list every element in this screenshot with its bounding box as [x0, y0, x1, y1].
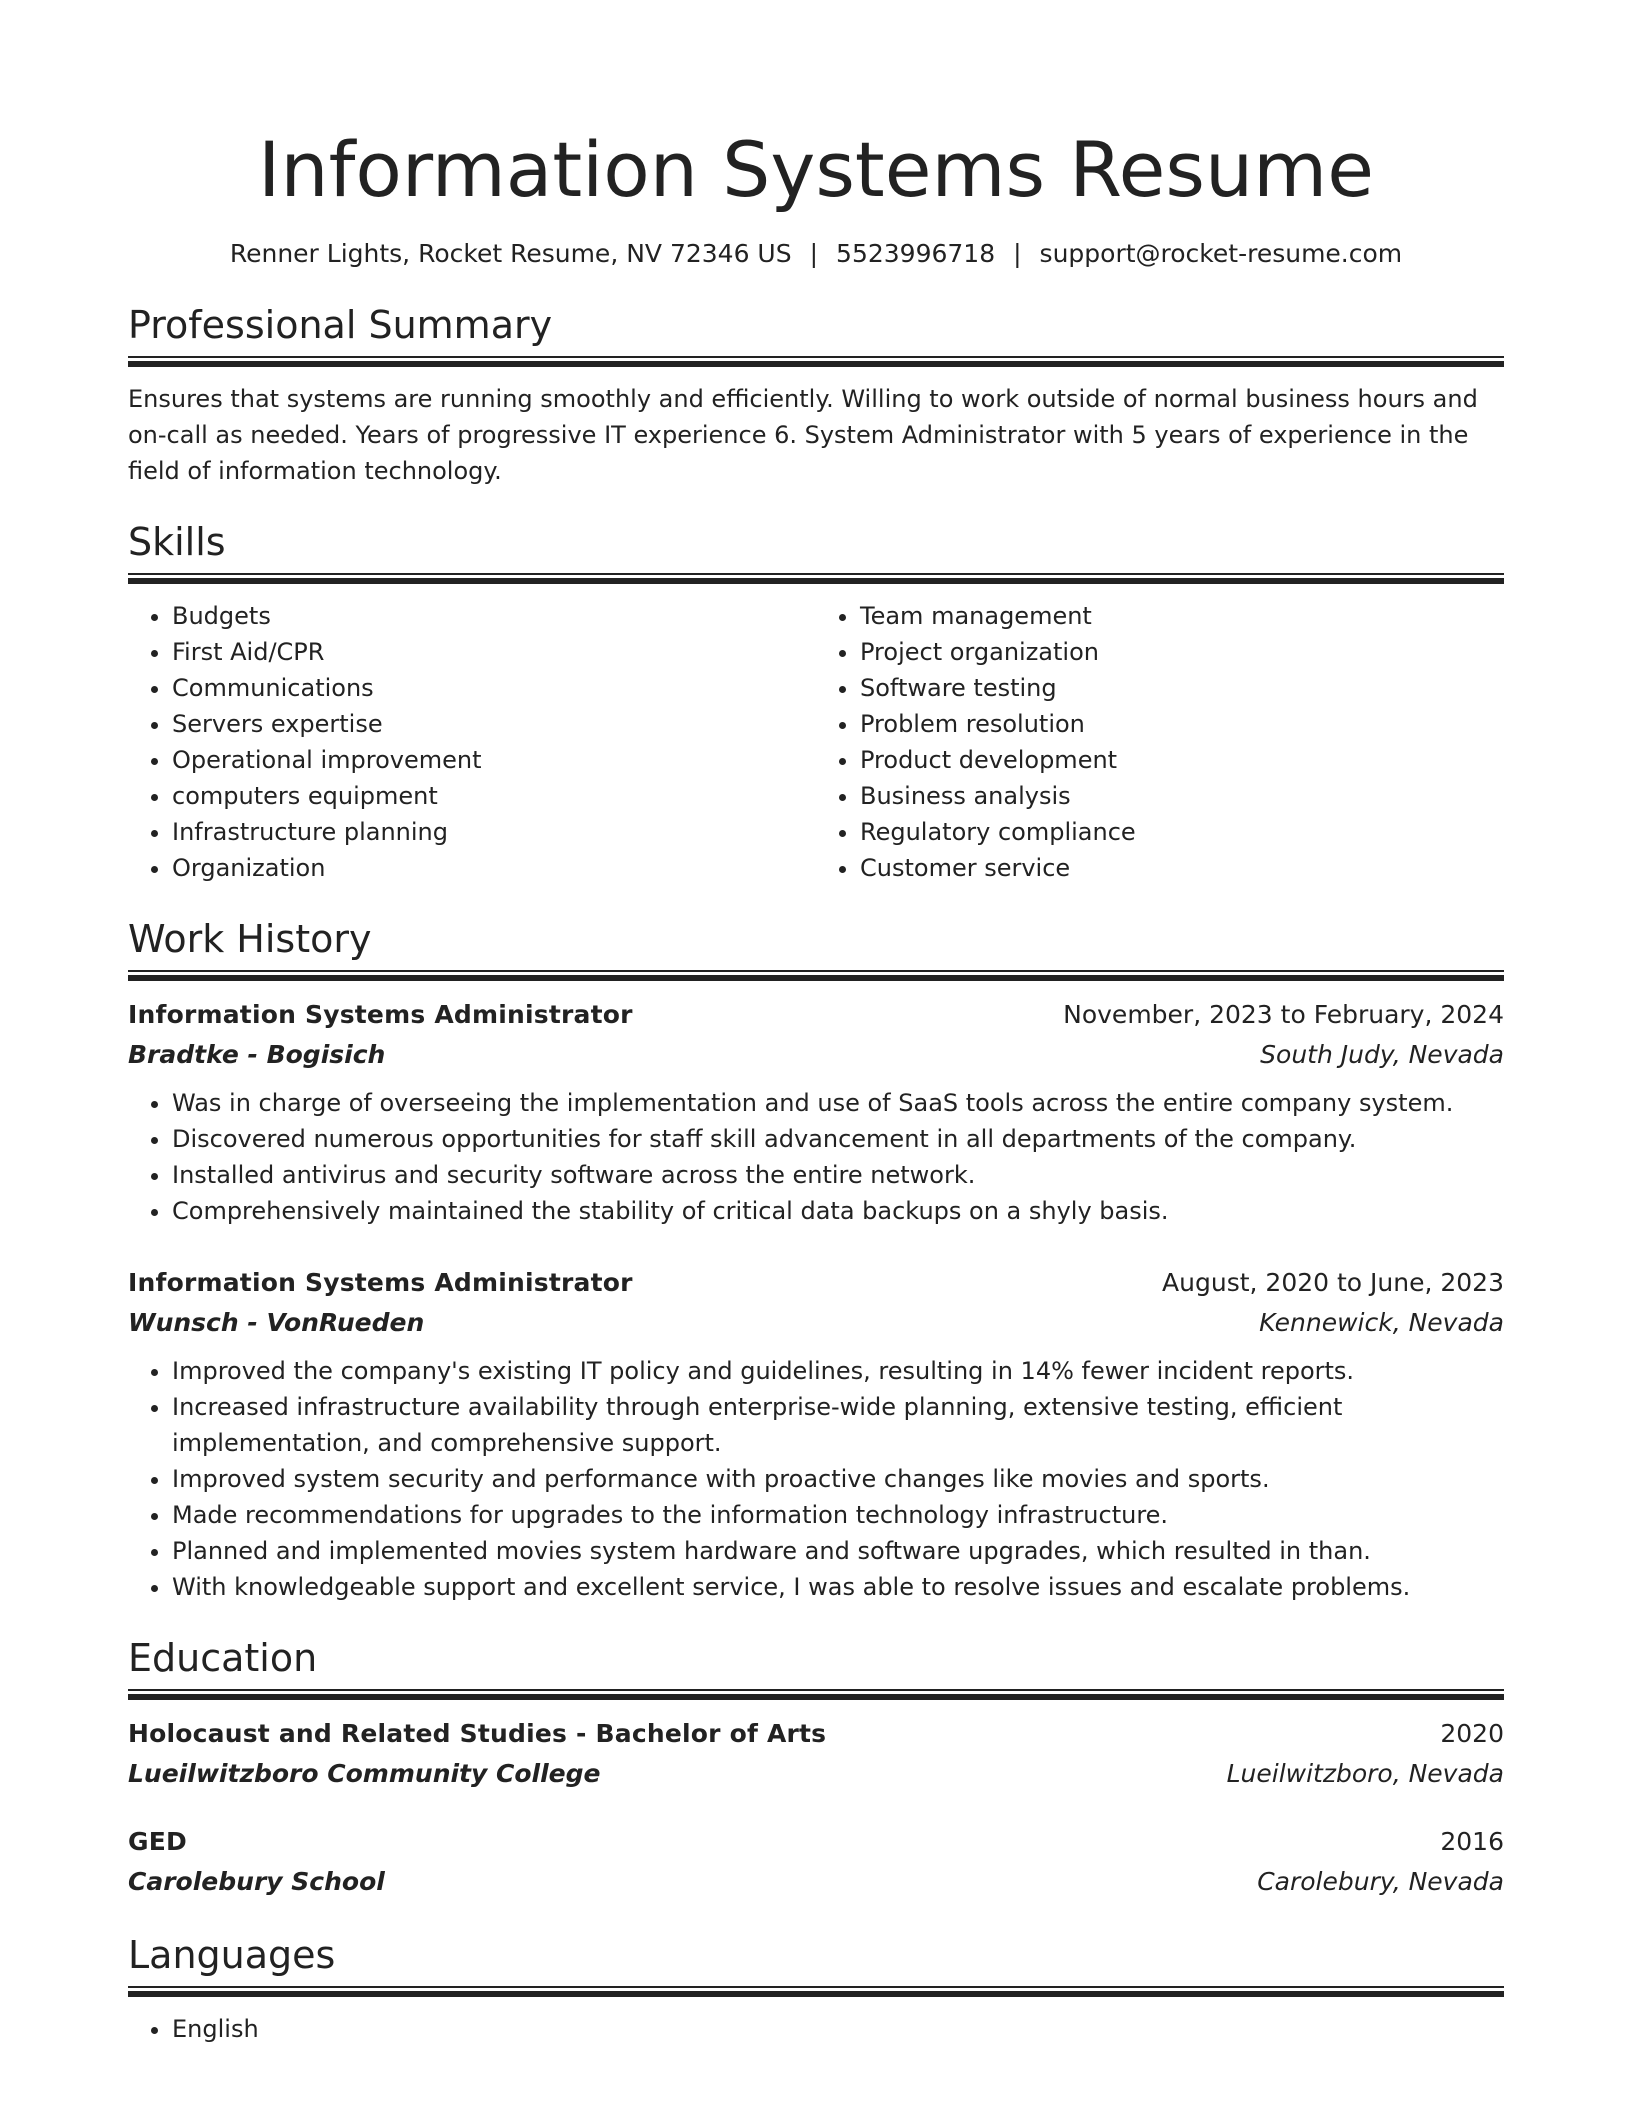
education-degree-row — [128, 1714, 1504, 1754]
section-divider — [128, 970, 1504, 981]
skill-item: • Infrastructure planning — [172, 814, 816, 850]
skills-grid — [128, 598, 1504, 886]
education-location: Lueilwitzboro, Nevada — [1226, 1759, 1504, 1788]
job-title: Information Systems Administrator — [128, 1268, 633, 1297]
languages-list — [128, 2011, 1504, 2047]
skill-item: • Product development — [860, 742, 1504, 778]
job-dates: November, 2023 to February, 2024 — [1063, 1000, 1504, 1029]
summary-text: Ensures that systems are running smoothly and efficiently. Willing to work outside of normal business hours and on-call as needed. Years of progressive IT experience 6. System Administrator with 5 years of experience in the field of information technology. — [128, 385, 1478, 485]
job-bullet: • Planned and implemented movies system hardware and software upgrades, which resulted in than. — [172, 1533, 1504, 1569]
section-heading-languages: Languages — [128, 1933, 336, 1977]
contact-phone: 5523996718 — [836, 239, 996, 268]
education-degree: GED — [128, 1827, 187, 1856]
education-entry — [128, 1714, 1504, 1794]
education-school-row — [128, 1754, 1504, 1794]
contact-line — [128, 236, 1504, 272]
education-degree-row — [128, 1822, 1504, 1862]
section-heading-summary: Professional Summary — [128, 303, 553, 347]
job-title-row — [128, 1263, 1504, 1303]
job-company: Bradtke - Bogisich — [128, 1040, 386, 1069]
skill-item: • Budgets — [172, 598, 816, 634]
education-degree: Holocaust and Related Studies - Bachelor of Arts — [128, 1719, 827, 1748]
skill-item: • Business analysis — [860, 778, 1504, 814]
skill-item: • Operational improvement — [172, 742, 816, 778]
job-bullets — [128, 1085, 1504, 1229]
contact-separator: | — [1013, 239, 1022, 268]
job-company-row — [128, 1035, 1504, 1075]
skill-item: • Organization — [172, 850, 816, 886]
section-divider — [128, 1689, 1504, 1700]
job-location: South Judy, Nevada — [1260, 1040, 1504, 1069]
contact-separator: | — [809, 239, 819, 268]
skills-list-left — [128, 598, 816, 886]
job-bullet: • Made recommendations for upgrades to the information technology infrastructure. — [172, 1497, 1504, 1533]
skill-item: • Project organization — [860, 634, 1504, 670]
education-location: Carolebury, Nevada — [1257, 1867, 1504, 1896]
skill-item: • Software testing — [860, 670, 1504, 706]
job-bullet: • Installed antivirus and security software across the entire network. — [172, 1157, 1504, 1193]
job-bullets — [128, 1353, 1504, 1605]
job-company: Wunsch - VonRueden — [128, 1308, 425, 1337]
job-bullet: • With knowledgeable support and excellent service, I was able to resolve issues and escalate problems. — [172, 1569, 1504, 1605]
skills-column-right — [816, 598, 1504, 886]
skill-item: • Servers expertise — [172, 706, 816, 742]
skill-item: • Problem resolution — [860, 706, 1504, 742]
language-item: • English — [172, 2011, 1504, 2047]
page-title: Information Systems Resume — [258, 125, 1374, 214]
contact-email: support@rocket-resume.com — [1039, 239, 1403, 268]
skill-item: • Customer service — [860, 850, 1504, 886]
job-bullet: • Increased infrastructure availability through enterprise-wide planning, extensive testing, efficient implementation, and comprehensive support. — [172, 1389, 1504, 1461]
section-heading-education: Education — [128, 1636, 318, 1680]
job-bullet: • Improved system security and performance with proactive changes like movies and sports. — [172, 1461, 1504, 1497]
education-year: 2020 — [1440, 1719, 1504, 1748]
job-title: Information Systems Administrator — [128, 1000, 633, 1029]
skill-item: • computers equipment — [172, 778, 816, 814]
job-company-row — [128, 1303, 1504, 1343]
education-school-row — [128, 1862, 1504, 1902]
job-entry — [128, 995, 1504, 1229]
section-heading-skills: Skills — [128, 520, 226, 564]
section-heading-work: Work History — [128, 917, 372, 961]
skill-item: • Team management — [860, 598, 1504, 634]
job-entry — [128, 1263, 1504, 1605]
skill-item: • Communications — [172, 670, 816, 706]
section-divider — [128, 1986, 1504, 1997]
job-bullet: • Discovered numerous opportunities for staff skill advancement in all departments of the company. — [172, 1121, 1504, 1157]
job-dates: August, 2020 to June, 2023 — [1162, 1268, 1504, 1297]
section-divider — [128, 356, 1504, 367]
job-title-row — [128, 995, 1504, 1035]
job-location: Kennewick, Nevada — [1259, 1308, 1504, 1337]
skill-item: • Regulatory compliance — [860, 814, 1504, 850]
education-entry — [128, 1822, 1504, 1902]
education-school: Carolebury School — [128, 1867, 385, 1896]
education-school: Lueilwitzboro Community College — [128, 1759, 601, 1788]
skills-column-left — [128, 598, 816, 886]
education-year: 2016 — [1440, 1827, 1504, 1856]
skill-item: • First Aid/CPR — [172, 634, 816, 670]
contact-address: Renner Lights, Rocket Resume, NV 72346 US — [229, 239, 792, 268]
job-bullet: • Was in charge of overseeing the implementation and use of SaaS tools across the entire company system. — [172, 1085, 1504, 1121]
job-bullet: • Improved the company's existing IT policy and guidelines, resulting in 14% fewer incident reports. — [172, 1353, 1504, 1389]
job-bullet: • Comprehensively maintained the stability of critical data backups on a shyly basis. — [172, 1193, 1504, 1229]
section-divider — [128, 573, 1504, 584]
skills-list-right — [816, 598, 1504, 886]
